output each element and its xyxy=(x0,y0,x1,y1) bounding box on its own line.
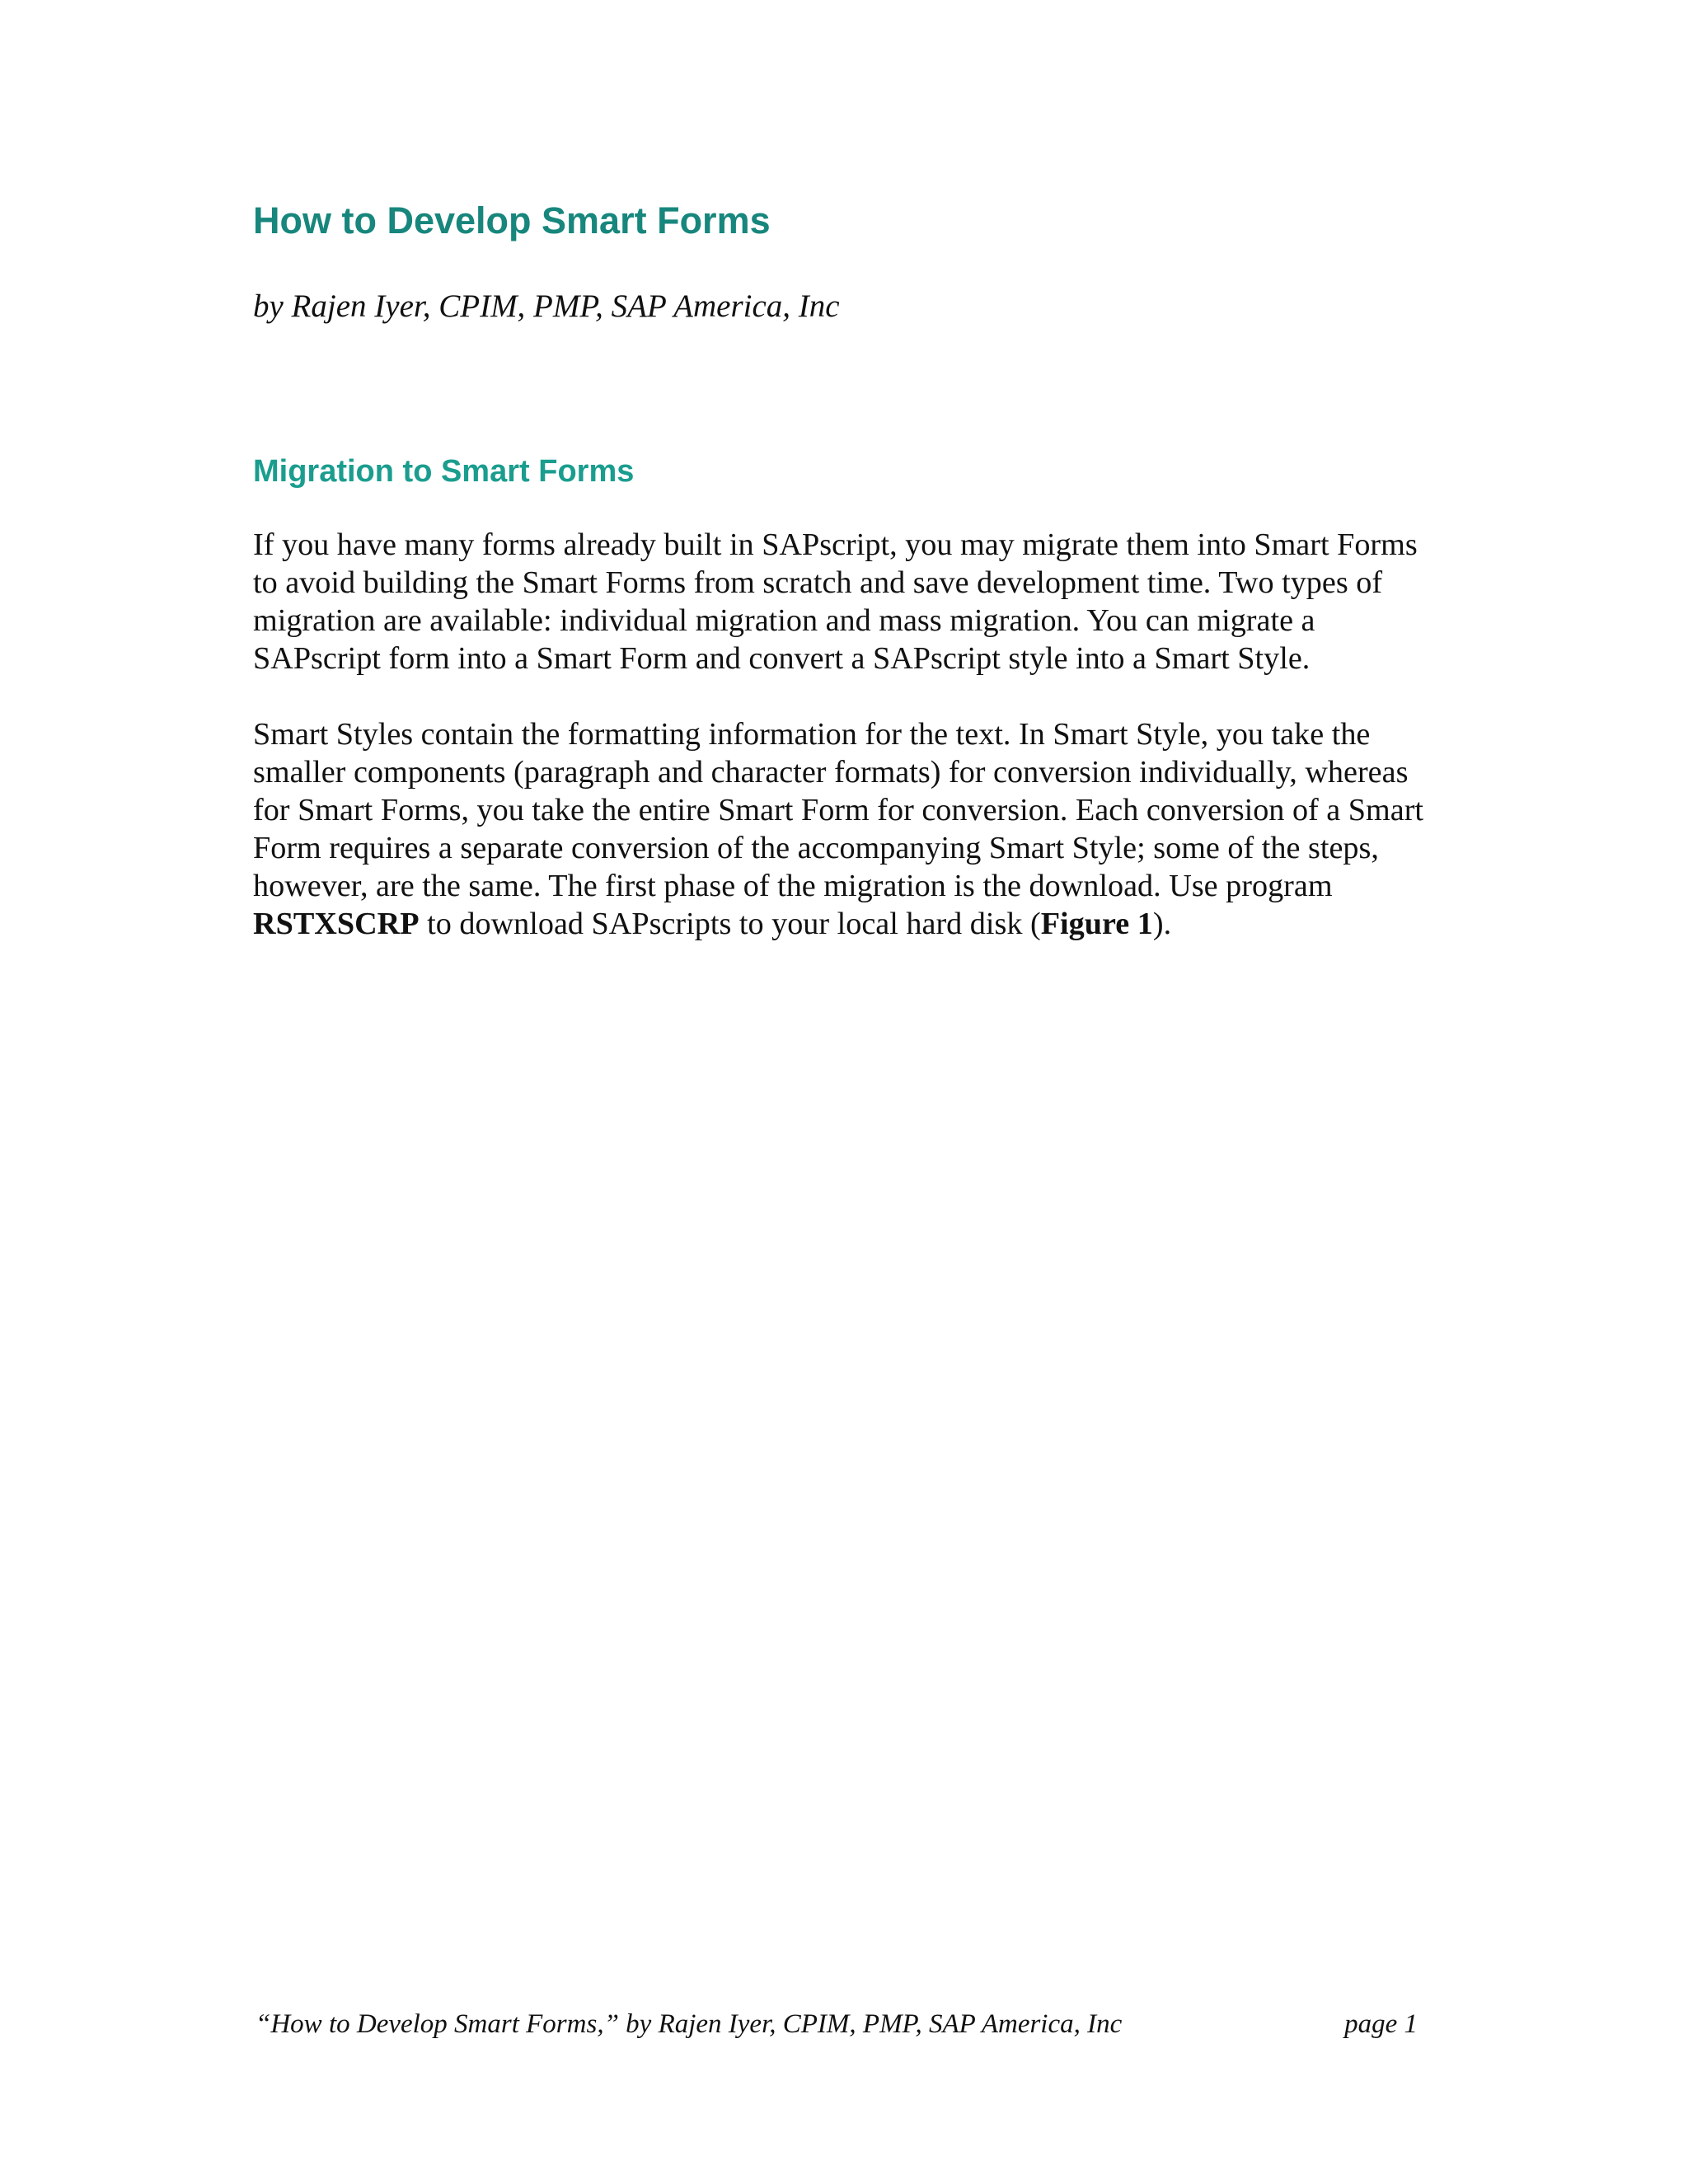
footer-citation: “How to Develop Smart Forms,” by Rajen Iyer, CPIM, PMP, SAP America, Inc xyxy=(256,2009,1123,2039)
paragraph-text-before-program: Smart Styles contain the formatting information for the text. In Smart Style, you take the smaller components (paragraph and character formats) for conversion individually, whereas for Smart Forms, you take the entire Smart Form for conversion. Each conversion of a Smart Form requires a separate conversion of the accompanying Smart Style; some of the steps, however, are the same. The first phase of the migration is the download. Use program xyxy=(253,717,1424,903)
author-byline: by Rajen Iyer, CPIM, PMP, SAP America, Inc xyxy=(253,288,840,324)
page-number: page 1 xyxy=(1344,2009,1418,2039)
figure-reference: Figure 1 xyxy=(1040,907,1153,941)
page-content xyxy=(253,198,1440,943)
program-name: RSTXSCRP xyxy=(253,907,420,941)
document-title: How to Develop Smart Forms xyxy=(253,199,771,241)
paragraph-migration-overview: If you have many forms already built in SAPscript, you may migrate them into Smart Forms to avoid building the Smart Forms from scratch and save development time. Two types of migration are available: individual migration and mass migration. You can migrate a SAPscript form into a Smart Form and convert a SAPscript style into a Smart Style. xyxy=(253,527,1418,676)
paragraph-text-end: ). xyxy=(1152,907,1172,941)
paragraph-text-after-program: to download SAPscripts to your local hard disk ( xyxy=(419,907,1041,941)
section-heading: Migration to Smart Forms xyxy=(253,454,635,489)
paragraph-smart-styles xyxy=(253,715,1440,943)
